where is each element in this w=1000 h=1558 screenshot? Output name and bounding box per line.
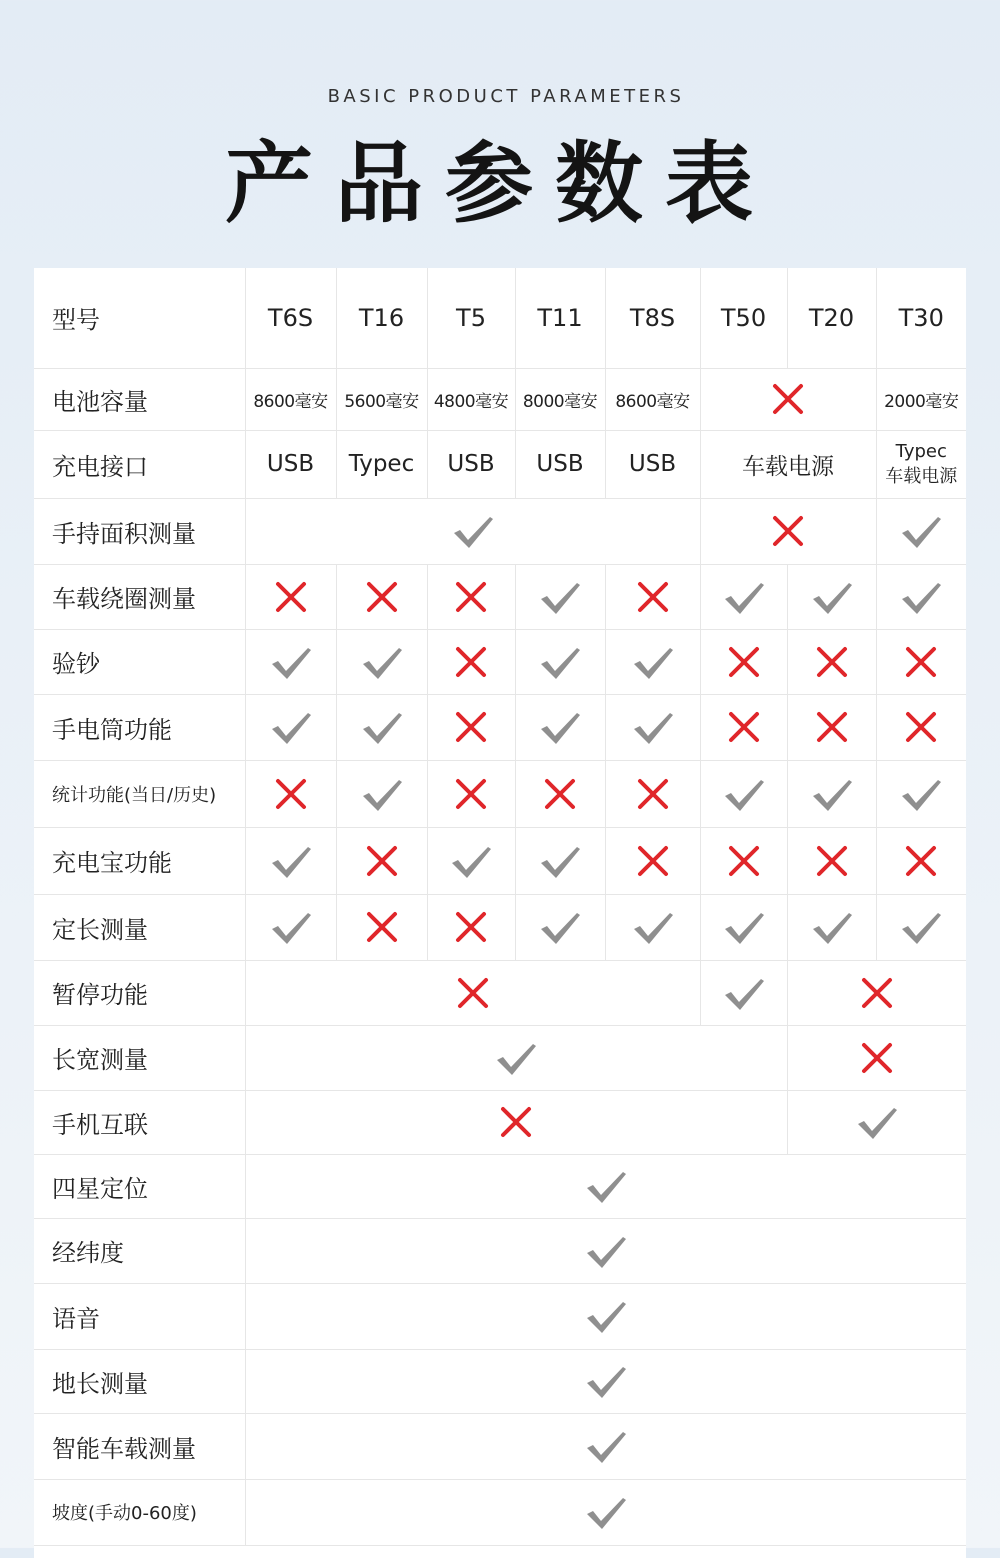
check-icon [537, 841, 583, 881]
cross-icon [359, 577, 405, 617]
flashlight-t30 [876, 694, 966, 760]
vehicle-loop-t6s [245, 564, 336, 629]
model-header-t30: T30 [876, 268, 966, 368]
check-icon [537, 642, 583, 682]
money-check-t8s [605, 629, 700, 694]
fixed-length-t5 [427, 894, 515, 960]
row-label-phone-link: 手机互联 [34, 1090, 245, 1154]
power-bank-t11 [515, 827, 605, 894]
flashlight-t11 [515, 694, 605, 760]
row-label-handheld-area: 手持面积测量 [34, 498, 245, 564]
fixed-length-t11 [515, 894, 605, 960]
cross-icon [448, 774, 494, 814]
fixed-length-t50 [700, 894, 787, 960]
money-check-t16 [336, 629, 427, 694]
cross-icon [721, 642, 767, 682]
cross-icon [359, 841, 405, 881]
row-label-money-check: 验钞 [34, 629, 245, 694]
check-icon [537, 577, 583, 617]
table-row-slope [34, 1479, 966, 1545]
check-icon [359, 707, 405, 747]
table-row-voice [34, 1283, 966, 1349]
table-row-statistics [34, 760, 966, 827]
table-row-ground-length [34, 1349, 966, 1413]
power-bank-t20 [787, 827, 876, 894]
check-icon [898, 907, 944, 947]
pause-t20-t30 [787, 960, 966, 1025]
statistics-t11 [515, 760, 605, 827]
pause-t6s-t8s [245, 960, 700, 1025]
cross-icon [898, 707, 944, 747]
power-bank-t16 [336, 827, 427, 894]
lat-long-all [245, 1218, 966, 1283]
port-t5: USB [427, 430, 515, 498]
pause-t50 [700, 960, 787, 1025]
check-icon [583, 1296, 629, 1336]
check-icon [268, 707, 314, 747]
power-bank-t30 [876, 827, 966, 894]
statistics-t6s [245, 760, 336, 827]
battery-t6s: 8600毫安 [245, 368, 336, 430]
page-subtitle: BASIC PRODUCT PARAMETERS [327, 86, 685, 107]
row-label-vehicle-loop: 车载绕圈测量 [34, 564, 245, 629]
table-row-length-width [34, 1025, 966, 1090]
check-icon [898, 511, 944, 551]
cross-icon [854, 1038, 900, 1078]
battery-t8s: 8600毫安 [605, 368, 700, 430]
check-icon [809, 577, 855, 617]
cross-icon [898, 642, 944, 682]
row-label-statistics: 统计功能(当日/历史) [34, 760, 245, 827]
parameter-table [34, 268, 966, 1546]
check-icon [583, 1231, 629, 1271]
table-row-phone-link [34, 1090, 966, 1154]
cross-icon [493, 1102, 539, 1142]
vehicle-loop-t16 [336, 564, 427, 629]
cross-icon [448, 577, 494, 617]
battery-t50-t20 [700, 368, 876, 430]
model-header-t6s: T6S [245, 268, 336, 368]
check-icon [721, 907, 767, 947]
cross-icon [268, 577, 314, 617]
vehicle-loop-t5 [427, 564, 515, 629]
table-row-smart-vehicle [34, 1413, 966, 1479]
money-check-t6s [245, 629, 336, 694]
cross-icon [809, 642, 855, 682]
money-check-t5 [427, 629, 515, 694]
check-icon [493, 1038, 539, 1078]
vehicle-loop-t11 [515, 564, 605, 629]
port-t30 [876, 430, 966, 498]
check-icon [583, 1166, 629, 1206]
check-icon [898, 577, 944, 617]
row-label-ground-length: 地长测量 [34, 1349, 245, 1413]
row-label-slope: 坡度(手动0-60度) [34, 1479, 245, 1545]
vehicle-loop-t8s [605, 564, 700, 629]
power-bank-t5 [427, 827, 515, 894]
model-header-t11: T11 [515, 268, 605, 368]
flashlight-t5 [427, 694, 515, 760]
vehicle-loop-t30 [876, 564, 966, 629]
page-title: 产品参数表 [224, 132, 775, 235]
model-header-t16: T16 [336, 268, 427, 368]
check-icon [898, 774, 944, 814]
row-label-battery: 电池容量 [34, 368, 245, 430]
row-label-model: 型号 [34, 268, 245, 368]
handheld-area-t6s-t8s [245, 498, 700, 564]
table-row-flashlight [34, 694, 966, 760]
table-row-power-bank [34, 827, 966, 894]
model-header-t50: T50 [700, 268, 787, 368]
money-check-t20 [787, 629, 876, 694]
check-icon [268, 841, 314, 881]
table-row-lat-long [34, 1218, 966, 1283]
statistics-t30 [876, 760, 966, 827]
port-t30-line1: Typec [895, 441, 947, 462]
flashlight-t20 [787, 694, 876, 760]
port-t16: Typec [336, 430, 427, 498]
row-label-smart-vehicle: 智能车载测量 [34, 1413, 245, 1479]
table-row-model [34, 268, 966, 368]
check-icon [583, 1426, 629, 1466]
cross-icon [450, 973, 496, 1013]
battery-t11: 8000毫安 [515, 368, 605, 430]
row-label-power-bank: 充电宝功能 [34, 827, 245, 894]
flashlight-t16 [336, 694, 427, 760]
flashlight-t50 [700, 694, 787, 760]
phone-link-t20-t30 [787, 1090, 966, 1154]
table-row-battery [34, 368, 966, 430]
cross-icon [809, 841, 855, 881]
cross-icon [898, 841, 944, 881]
table-row-four-star [34, 1154, 966, 1218]
table-row-handheld-area [34, 498, 966, 564]
battery-t16: 5600毫安 [336, 368, 427, 430]
cross-icon [630, 577, 676, 617]
length-width-t6s-t50 [245, 1025, 787, 1090]
cross-icon [809, 707, 855, 747]
four-star-all [245, 1154, 966, 1218]
cross-icon [359, 907, 405, 947]
row-label-flashlight: 手电筒功能 [34, 694, 245, 760]
cross-icon [854, 973, 900, 1013]
check-icon [809, 774, 855, 814]
port-t6s: USB [245, 430, 336, 498]
battery-t5: 4800毫安 [427, 368, 515, 430]
statistics-t16 [336, 760, 427, 827]
cross-icon [448, 907, 494, 947]
power-bank-t6s [245, 827, 336, 894]
flashlight-t6s [245, 694, 336, 760]
check-icon [583, 1361, 629, 1401]
smart-vehicle-all [245, 1413, 966, 1479]
cross-icon [765, 379, 811, 419]
check-icon [630, 907, 676, 947]
table-row-port [34, 430, 966, 498]
table-row-fixed-length [34, 894, 966, 960]
statistics-t20 [787, 760, 876, 827]
check-icon [359, 642, 405, 682]
model-header-t20: T20 [787, 268, 876, 368]
cross-icon [448, 707, 494, 747]
table-row-vehicle-loop [34, 564, 966, 629]
fixed-length-t6s [245, 894, 336, 960]
check-icon [268, 642, 314, 682]
check-icon [537, 907, 583, 947]
check-icon [630, 707, 676, 747]
check-icon [721, 577, 767, 617]
check-icon [630, 642, 676, 682]
money-check-t11 [515, 629, 605, 694]
port-t50-t20: 车载电源 [700, 430, 876, 498]
cross-icon [721, 707, 767, 747]
power-bank-t50 [700, 827, 787, 894]
money-check-t50 [700, 629, 787, 694]
table-row-pause [34, 960, 966, 1025]
row-label-four-star: 四星定位 [34, 1154, 245, 1218]
handheld-area-t50-t20 [700, 498, 876, 564]
row-label-length-width: 长宽测量 [34, 1025, 245, 1090]
cross-icon [268, 774, 314, 814]
voice-all [245, 1283, 966, 1349]
check-icon [448, 841, 494, 881]
ground-length-all [245, 1349, 966, 1413]
fixed-length-t8s [605, 894, 700, 960]
fixed-length-t20 [787, 894, 876, 960]
cross-icon [630, 841, 676, 881]
handheld-area-t30 [876, 498, 966, 564]
fixed-length-t16 [336, 894, 427, 960]
vehicle-loop-t50 [700, 564, 787, 629]
battery-t30: 2000毫安 [876, 368, 966, 430]
statistics-t50 [700, 760, 787, 827]
cross-icon [765, 511, 811, 551]
check-icon [809, 907, 855, 947]
port-t8s: USB [605, 430, 700, 498]
statistics-t5 [427, 760, 515, 827]
check-icon [450, 511, 496, 551]
cross-icon [537, 774, 583, 814]
slope-all [245, 1479, 966, 1545]
length-width-t20-t30 [787, 1025, 966, 1090]
row-label-lat-long: 经纬度 [34, 1218, 245, 1283]
phone-link-t6s-t50 [245, 1090, 787, 1154]
statistics-t8s [605, 760, 700, 827]
flashlight-t8s [605, 694, 700, 760]
vehicle-loop-t20 [787, 564, 876, 629]
row-label-port: 充电接口 [34, 430, 245, 498]
money-check-t30 [876, 629, 966, 694]
check-icon [359, 774, 405, 814]
check-icon [583, 1492, 629, 1532]
row-label-fixed-length: 定长测量 [34, 894, 245, 960]
power-bank-t8s [605, 827, 700, 894]
cross-icon [630, 774, 676, 814]
cross-icon [721, 841, 767, 881]
table-row-money-check [34, 629, 966, 694]
check-icon [537, 707, 583, 747]
cross-icon [448, 642, 494, 682]
port-t11: USB [515, 430, 605, 498]
check-icon [854, 1102, 900, 1142]
model-header-t8s: T8S [605, 268, 700, 368]
check-icon [721, 774, 767, 814]
model-header-t5: T5 [427, 268, 515, 368]
row-label-voice: 语音 [34, 1283, 245, 1349]
row-label-pause: 暂停功能 [34, 960, 245, 1025]
check-icon [721, 973, 767, 1013]
port-t30-line2: 车载电源 [885, 466, 958, 487]
check-icon [268, 907, 314, 947]
fixed-length-t30 [876, 894, 966, 960]
